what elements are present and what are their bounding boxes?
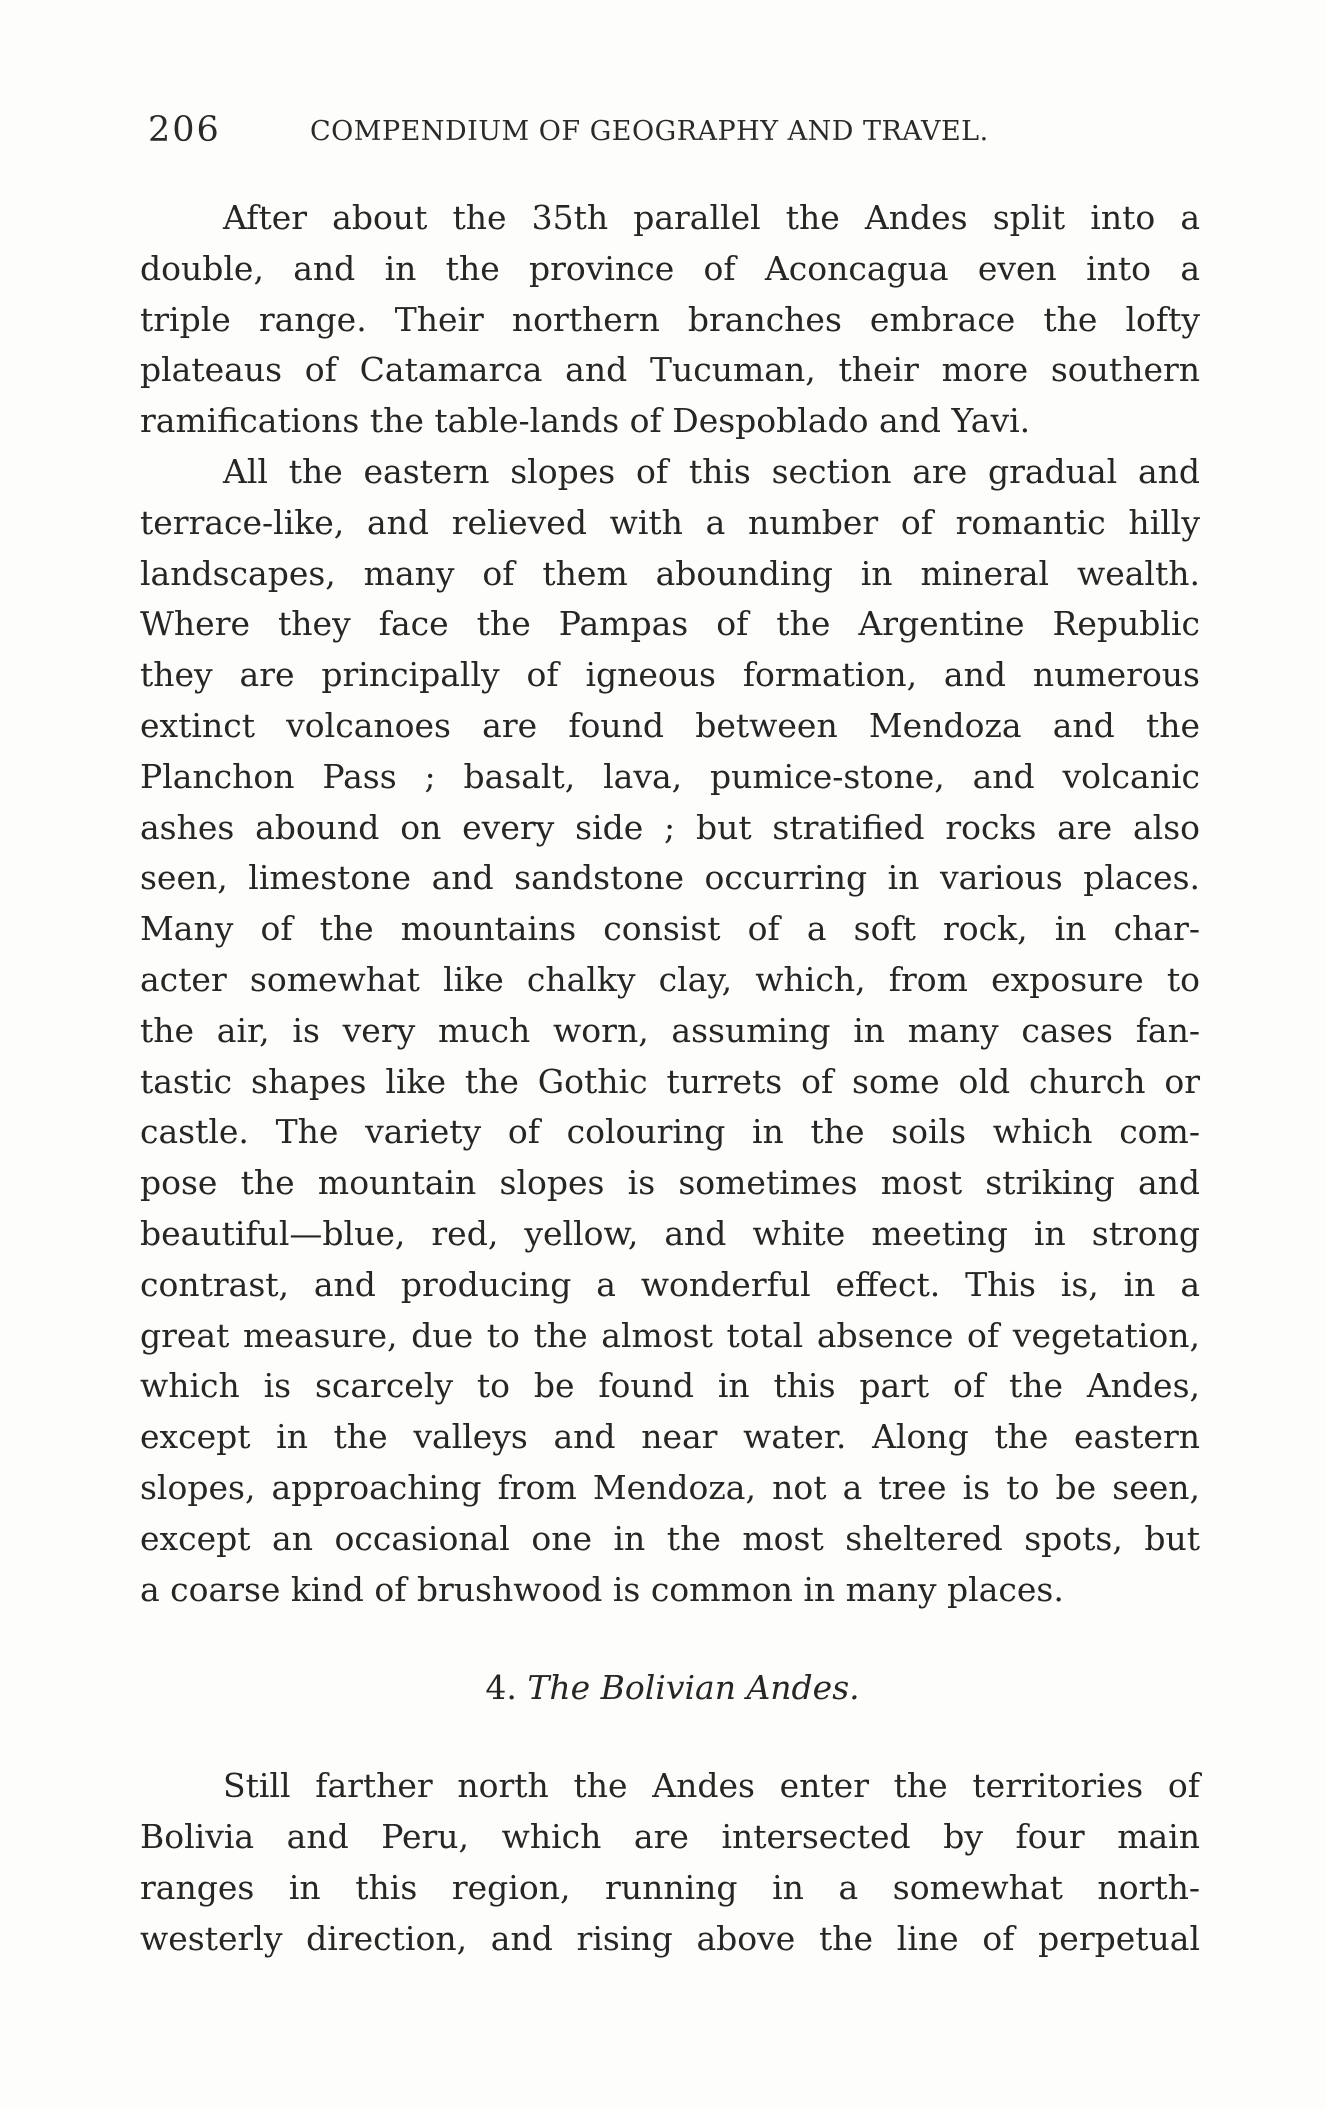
section-spacer — [140, 1721, 1200, 1761]
text-line: terrace-like, and relieved with a number of romantic hilly — [140, 502, 1200, 542]
text-line: castle. The variety of colouring in the soils which com- — [140, 1112, 1200, 1152]
text-line: ranges in this region, running in a somewhat north- — [140, 1867, 1200, 1907]
page-number: 206 — [148, 110, 221, 150]
text-line: slopes, approaching from Mendoza, not a tree is to be seen, — [140, 1467, 1200, 1507]
text-line: except an occasional one in the most sheltered spots, but — [140, 1518, 1200, 1558]
text-line: ashes abound on every side ; but stratified rocks are also — [140, 807, 1200, 847]
text-line: contrast, and producing a wonderful effect. This is, in a — [140, 1264, 1200, 1304]
body-text — [140, 193, 1200, 1965]
text-line: Many of the mountains consist of a soft rock, in char- — [140, 909, 1200, 949]
text-line: extinct volcanoes are found between Mendoza and the — [140, 705, 1200, 745]
text-line: except in the valleys and near water. Along the eastern — [140, 1417, 1200, 1457]
text-line: pose the mountain slopes is sometimes most striking and — [140, 1163, 1200, 1203]
section-title: The Bolivian Andes. — [527, 1668, 860, 1708]
text-line: Planchon Pass ; basalt, lava, pumice-stone, and volcanic — [140, 756, 1200, 796]
section-number: 4. — [485, 1668, 517, 1708]
text-line: the air, is very much worn, assuming in many cases fan- — [140, 1010, 1200, 1050]
text-line: a coarse kind of brushwood is common in many places. — [140, 1569, 1064, 1609]
text-line: seen, limestone and sandstone occurring in various places. — [140, 858, 1200, 898]
text-line: great measure, due to the almost total absence of vegetation, — [140, 1315, 1200, 1355]
section-heading — [140, 1663, 1200, 1721]
text-line: tastic shapes like the Gothic turrets of some old church or — [140, 1061, 1200, 1101]
running-head — [140, 110, 1192, 152]
text-line: ramifications the table-lands of Despoblado and Yavi. — [140, 401, 1031, 441]
text-line: plateaus of Catamarca and Tucuman, their more southern — [140, 350, 1200, 390]
text-line: they are principally of igneous formation, and numerous — [140, 655, 1200, 695]
text-line: landscapes, many of them abounding in mineral wealth. — [140, 553, 1200, 593]
text-line: Where they face the Pampas of the Argentine Republic — [140, 604, 1200, 644]
text-line: triple range. Their northern branches embrace the lofty — [140, 299, 1200, 339]
text-line: acter somewhat like chalky clay, which, from exposure to — [140, 959, 1200, 999]
text-line: Bolivia and Peru, which are intersected by four main — [140, 1817, 1200, 1857]
text-line: After about the 35th parallel the Andes split into a — [223, 198, 1200, 237]
running-title: COMPENDIUM OF GEOGRAPHY AND TRAVEL. — [310, 116, 989, 147]
text-line: which is scarcely to be found in this part of the Andes, — [140, 1366, 1200, 1406]
text-line: All the eastern slopes of this section are gradual and — [223, 451, 1200, 491]
text-line: double, and in the province of Aconcagua even into a — [140, 248, 1200, 288]
text-line: beautiful—blue, red, yellow, and white meeting in strong — [140, 1213, 1200, 1253]
text-line: westerly direction, and rising above the line of perpetual — [140, 1918, 1200, 1958]
text-line: Still farther north the Andes enter the territories of — [223, 1766, 1200, 1806]
section-spacer — [140, 1615, 1200, 1663]
